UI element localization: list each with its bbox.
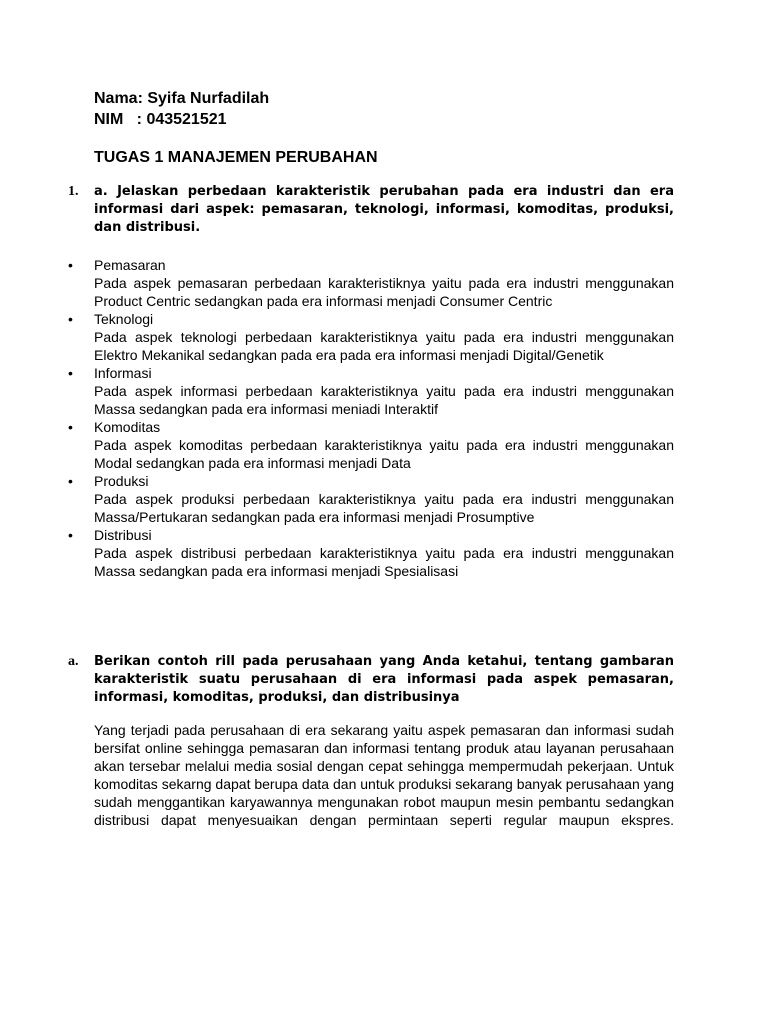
aspect-body: Pada aspek informasi perbedaan karakteristiknya yaitu pada era industri menggunakan Massa sedangkan pada era informasi meniadi Interaktif — [94, 383, 674, 417]
aspect-heading: Produksi — [94, 473, 149, 489]
list-item — [68, 418, 674, 472]
student-name: Nama: Syifa Nurfadilah — [94, 90, 270, 107]
bullet-icon: • — [68, 257, 73, 273]
list-item — [68, 364, 674, 418]
bullet-icon: • — [68, 365, 73, 381]
aspect-heading: Informasi — [94, 365, 152, 381]
question-1-text: a. Jelaskan perbedaan karakteristik perubahan pada era industri dan era informasi dari aspek: pemasaran, teknologi, informasi, komoditas, produksi, dan distribusi. — [94, 184, 674, 235]
list-item — [68, 310, 674, 364]
question-2-marker: a. — [68, 654, 79, 669]
aspect-heading: Teknologi — [94, 311, 154, 327]
document-title: TUGAS 1 MANAJEMEN PERUBAHAN — [94, 149, 378, 166]
bullet-icon: • — [68, 419, 73, 435]
question-1-number: 1. — [68, 184, 79, 199]
question-2-text: Berikan contoh rill pada perusahaan yang Anda ketahui, tentang gambaran karakteristik suatu perusahaan di era informasi pada aspek pemasaran, informasi, komoditas, produksi, dan distribusinya — [94, 654, 674, 705]
list-item — [68, 256, 674, 310]
bullet-icon: • — [68, 473, 73, 489]
list-item — [68, 472, 674, 526]
aspect-body: Pada aspek pemasaran perbedaan karakteristiknya yaitu pada era industri menggunakan Product Centric sedangkan pada era informasi menjadi Consumer Centric — [94, 275, 674, 309]
answer-2-paragraph: Yang terjadi pada perusahaan di era sekarang yaitu aspek pemasaran dan informasi sudah bersifat online sehingga pemasaran dan informasi tentang produk atau layanan perusahaan akan tersebar melalui media sosial dengan cepat sehingga mempermudah pekerjaan. Untuk komoditas sekarng dapat berupa data dan untuk produksi sekarang banyak perusahaan yang sudah menggantikan karyawannya mengunakan robot maupun mesin pembantu sedangkan distribusi dapat menyesuaikan dengan permintaan seperti regular maupun ekspres. — [94, 722, 674, 828]
student-nim: NIM : 043521521 — [94, 111, 227, 128]
aspect-heading: Komoditas — [94, 419, 161, 435]
aspect-heading: Pemasaran — [94, 257, 166, 273]
list-item — [68, 526, 674, 580]
aspect-body: Pada aspek komoditas perbedaan karakteristiknya yaitu pada era industri menggunakan Modal sedangkan pada era informasi menjadi Data — [94, 437, 674, 471]
aspect-body: Pada aspek distribusi perbedaan karakteristiknya yaitu pada era industri menggunakan Massa sedangkan pada era informasi menjadi Spesialisasi — [94, 545, 674, 579]
aspect-body: Pada aspek produksi perbedaan karakteristiknya yaitu pada era industri menggunakan Massa/Pertukaran sedangkan pada era informasi menjadi Prosumptive — [94, 491, 674, 525]
aspect-heading: Distribusi — [94, 527, 152, 543]
bullet-icon: • — [68, 311, 73, 327]
aspect-list — [68, 256, 674, 580]
bullet-icon: • — [68, 527, 73, 543]
aspect-body: Pada aspek teknologi perbedaan karakteristiknya yaitu pada era industri menggunakan Elektro Mekanikal sedangkan pada era pada era informasi menjadi Digital/Genetik — [94, 329, 674, 363]
